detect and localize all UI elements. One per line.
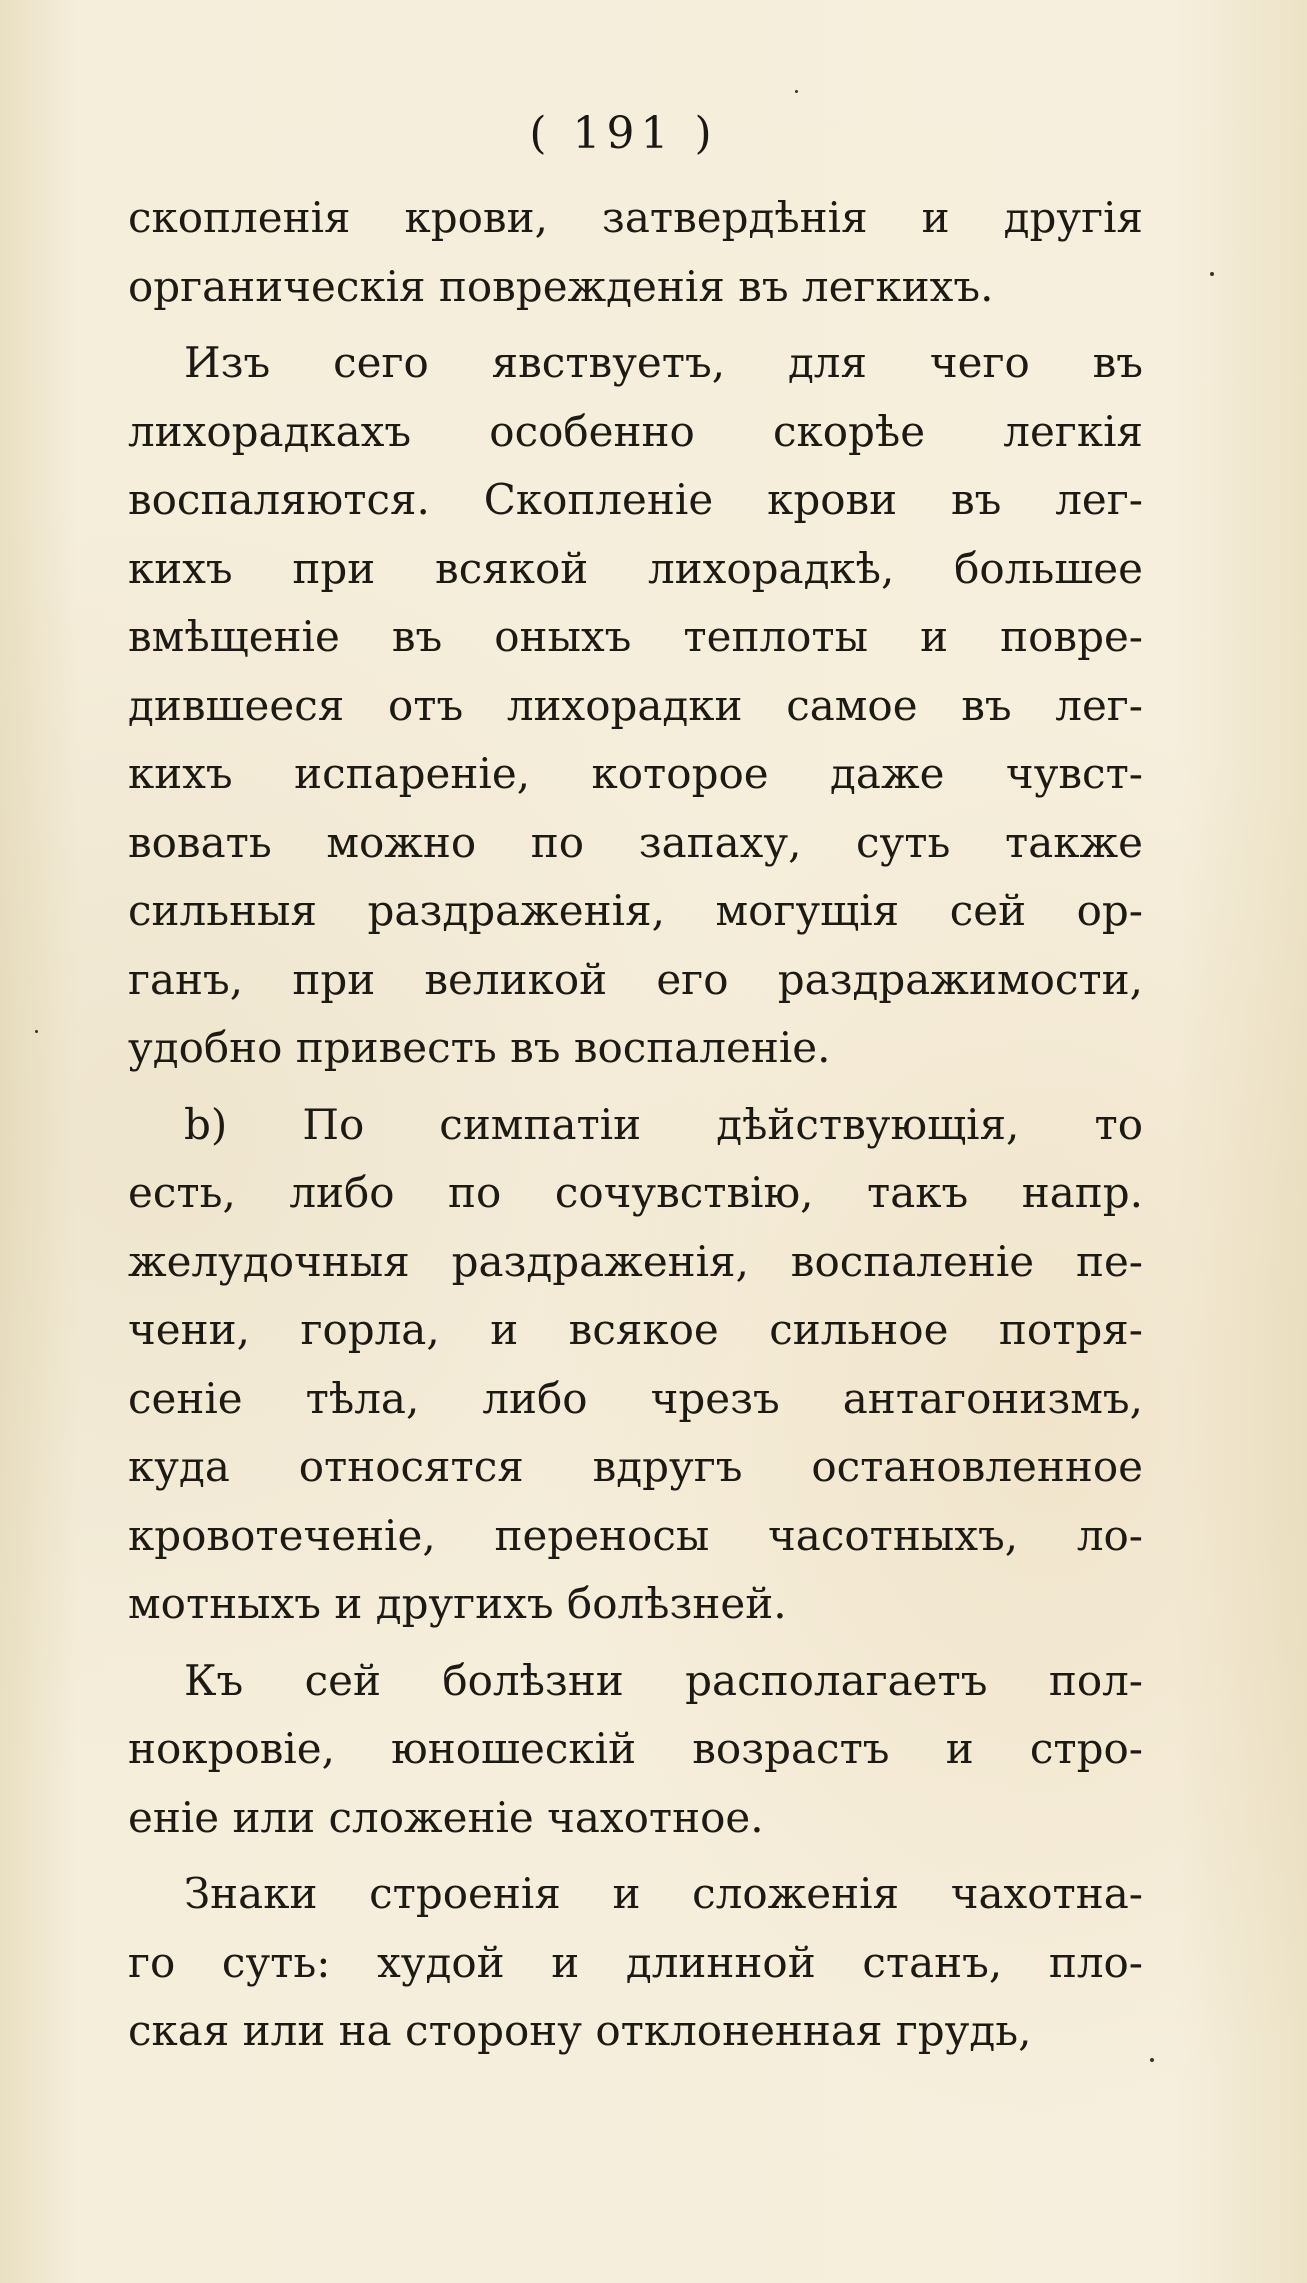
text-line: кровотеченіе, переносы часотныхъ, ло-	[128, 1510, 1143, 1560]
ink-speck	[795, 90, 798, 93]
text-line: кихъ при всякой лихорадкѣ, большее	[128, 543, 1143, 593]
text-line: вмѣщеніе въ оныхъ теплоты и повре-	[128, 612, 1143, 661]
text-line: ская или на сторону отклоненная грудь,	[128, 2006, 1032, 2055]
paragraph	[128, 1860, 1143, 2066]
ink-speck	[1210, 272, 1214, 276]
text-line: Изъ сего явствуетъ, для чего въ	[184, 338, 1143, 387]
paragraph-gap	[128, 1639, 1143, 1647]
text-line: Къ сей болѣзни располагаетъ пол-	[184, 1655, 1143, 1705]
text-line: Знаки строенія и сложенія чахотна-	[184, 1869, 1143, 1918]
text-line: лихорадкахъ особенно скорѣе легкія	[128, 406, 1143, 456]
text-line: куда относятся вдругъ остановленное	[128, 1442, 1143, 1491]
ink-speck	[1150, 2058, 1154, 2062]
text-line: воспаляются. Скопленіе крови въ лег-	[128, 475, 1143, 524]
page-number: ( 191 )	[529, 108, 718, 159]
paragraph-gap	[128, 321, 1143, 329]
paragraph-gap	[128, 1083, 1143, 1091]
text-line: удобно привесть въ воспаленіе.	[128, 1023, 831, 1072]
text-line: сеніе тѣла, либо чрезъ антагонизмъ,	[128, 1373, 1143, 1423]
text-line: ганъ, при великой его раздражимости,	[128, 954, 1143, 1004]
body-text	[128, 184, 1143, 2066]
text-line: сильныя раздраженія, могущія сей ор-	[128, 886, 1143, 935]
text-line: нокровіе, юношескій возрастъ и стро-	[128, 1724, 1143, 1773]
text-line: го суть: худой и длинной станъ, пло-	[128, 1937, 1143, 1987]
paragraph	[128, 1091, 1143, 1639]
text-line: мотныхъ и другихъ болѣзней.	[128, 1579, 787, 1628]
text-line: чени, горла, и всякое сильное потря-	[128, 1305, 1143, 1354]
paragraph	[128, 184, 1143, 321]
text-line: органическія поврежденія въ легкихъ.	[128, 261, 994, 311]
text-line: скопленія крови, затвердѣнія и другія	[128, 193, 1143, 242]
ink-speck	[35, 1030, 38, 1033]
text-line: b) По симпатіи дѣйствующія, то	[184, 1099, 1143, 1149]
paragraph	[128, 1647, 1143, 1853]
paragraph-gap	[128, 1852, 1143, 1860]
text-line: есть, либо по сочувствію, такъ напр.	[128, 1168, 1143, 1217]
text-line: еніе или сложеніе чахотное.	[128, 1792, 764, 1842]
text-line: желудочныя раздраженія, воспаленіе пе-	[128, 1236, 1143, 1286]
text-line: вовать можно по запаху, суть также	[128, 817, 1143, 867]
text-line: кихъ испареніе, которое даже чувст-	[128, 749, 1143, 798]
paragraph	[128, 329, 1143, 1083]
text-line: дившееся отъ лихорадки самое въ лег-	[128, 680, 1143, 730]
